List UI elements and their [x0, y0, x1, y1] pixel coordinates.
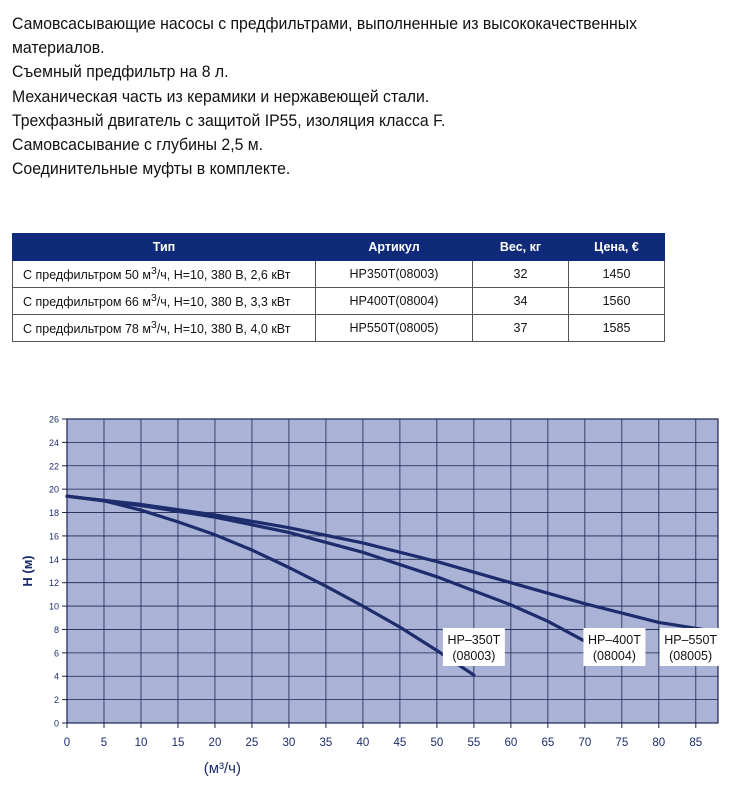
x-tick-label: 10	[134, 737, 148, 749]
x-tick-label: 70	[578, 737, 592, 749]
y-tick-label: 16	[48, 531, 59, 542]
type-text-rest: /ч, H=10, 380 В, 3,3 кВт	[156, 295, 291, 310]
y-tick-label: 24	[48, 437, 59, 448]
table-row	[13, 261, 665, 288]
x-tick-label: 65	[541, 737, 555, 749]
price-cell: 1450	[569, 261, 665, 288]
x-tick-label: 20	[208, 737, 222, 749]
x-tick-label: 30	[282, 737, 296, 749]
y-tick-label: 6	[53, 648, 59, 659]
y-tick-label: 4	[53, 671, 59, 682]
header-price: Цена, €	[569, 234, 665, 261]
weight-cell: 34	[473, 288, 569, 315]
description-block	[12, 12, 742, 181]
article-cell: HP550T(08005)	[316, 315, 473, 342]
header-type: Тип	[13, 234, 316, 261]
x-tick-label: 40	[356, 737, 370, 749]
y-tick-label: 2	[53, 695, 59, 706]
series-label-line1: HP–400T	[588, 633, 641, 647]
type-cell	[13, 261, 316, 288]
x-tick-label: 75	[615, 737, 629, 749]
type-text: С предфильтром 78 м	[23, 322, 151, 337]
x-tick-label: 80	[652, 737, 666, 749]
x-tick-label: 85	[689, 737, 703, 749]
series-label-line2: (08004)	[592, 649, 636, 663]
series-label-line2: (08005)	[669, 649, 713, 663]
x-tick-label: 55	[467, 737, 481, 749]
y-tick-label: 14	[48, 554, 59, 565]
y-tick-label: 10	[48, 601, 59, 612]
x-tick-label: 5	[100, 737, 108, 749]
type-text: С предфильтром 66 м	[23, 295, 151, 310]
y-tick-label: 18	[48, 508, 59, 519]
series-label-line1: HP–550T	[664, 633, 718, 647]
table-row	[13, 315, 665, 342]
x-tick-label: 50	[430, 737, 444, 749]
x-tick-label: 25	[245, 737, 259, 749]
series-label-line1: HP–350T	[447, 633, 501, 647]
plot-background	[67, 419, 718, 723]
weight-cell: 37	[473, 315, 569, 342]
table-header-row	[13, 234, 665, 261]
type-text-rest: /ч, H=10, 380 В, 2,6 кВт	[156, 268, 291, 283]
type-cell	[13, 288, 316, 315]
y-axis-label: H (м)	[20, 555, 35, 587]
pump-curve-chart	[0, 405, 755, 787]
type-cell	[13, 315, 316, 342]
x-tick-label: 35	[319, 737, 333, 749]
price-cell: 1585	[569, 315, 665, 342]
table-row	[13, 288, 665, 315]
type-text-rest: /ч, H=10, 380 В, 4,0 кВт	[156, 322, 291, 337]
type-text: С предфильтром 50 м	[23, 268, 151, 283]
description-line: Соединительные муфты в комплекте.	[12, 159, 291, 179]
description-line: Самовсасывающие насосы с предфильтрами, выполненные из высококачественных	[12, 14, 638, 33]
description-line: Трехфазный двигатель с защитой IP55, изоляция класса F.	[12, 110, 446, 130]
x-tick-label: 15	[171, 737, 185, 749]
y-tick-label: 26	[48, 414, 59, 425]
y-tick-label: 8	[53, 624, 59, 635]
header-article: Артикул	[316, 234, 473, 261]
x-tick-label: 0	[63, 737, 71, 749]
y-tick-label: 20	[48, 484, 59, 495]
type-sup: 3	[150, 319, 157, 331]
article-cell: HP400T(08004)	[316, 288, 473, 315]
weight-cell: 32	[473, 261, 569, 288]
x-tick-label: 45	[393, 737, 407, 749]
y-tick-label: 12	[48, 578, 59, 589]
description-line: Самовсасывание с глубины 2,5 м.	[12, 135, 264, 155]
x-axis-label: (м³/ч)	[203, 760, 241, 777]
spec-table	[12, 233, 665, 342]
y-tick-label: 0	[53, 718, 59, 729]
price-cell: 1560	[569, 288, 665, 315]
description-line: Съемный предфильтр на 8 л.	[12, 62, 229, 82]
header-weight: Вес, кг	[473, 234, 569, 261]
article-cell: HP350T(08003)	[316, 261, 473, 288]
description-line: Механическая часть из керамики и нержавеющей стали.	[12, 86, 430, 106]
type-sup: 3	[150, 265, 157, 277]
x-tick-label: 60	[504, 737, 518, 749]
type-sup: 3	[150, 292, 157, 304]
series-label-line2: (08003)	[452, 649, 496, 663]
y-tick-label: 22	[48, 461, 59, 472]
description-line: материалов.	[12, 38, 105, 58]
